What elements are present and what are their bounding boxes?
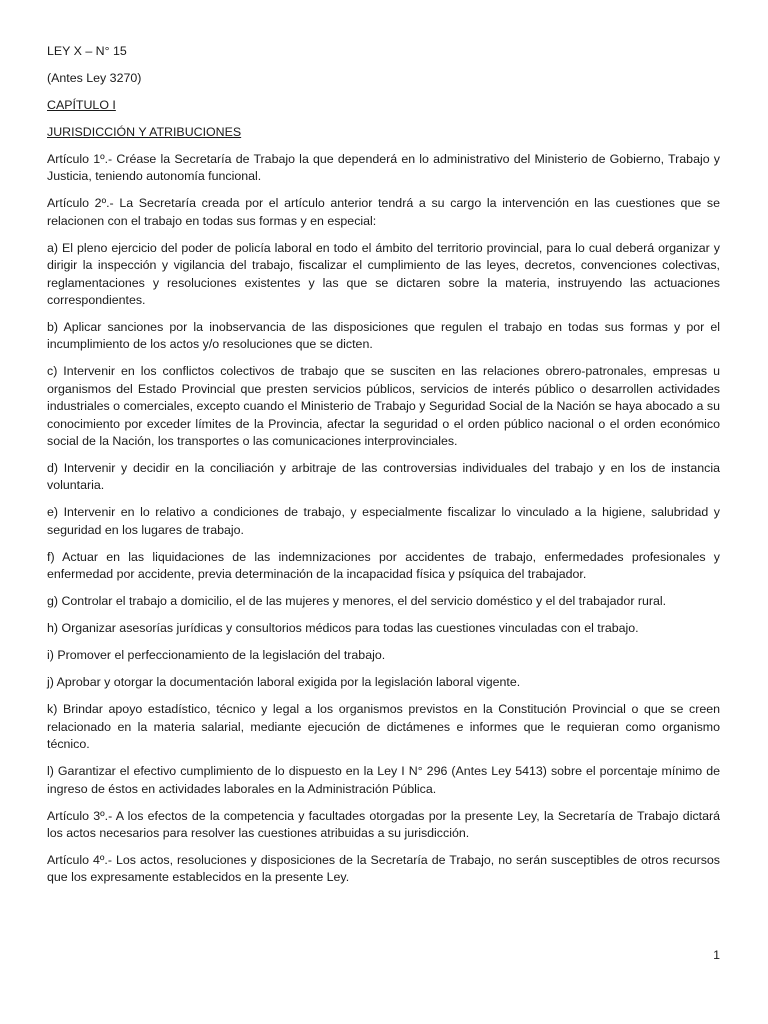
clause-h: h) Organizar asesorías jurídicas y consultorios médicos para todas las cuestiones vinculadas con el trabajo. — [47, 621, 639, 636]
clause-c: c) Intervenir en los conflictos colectivos de trabajo que se susciten en las relaciones obrero-patronales, empresas u organismos del Estado Provincial que presten servicios públicos, servicios de interés público o desarrollen actividades industriales o comerciales, excepto cuando el Ministerio de Trabajo y Seguridad Social de la Nación se haya abocado a su conocimiento por exceder límites de la Provincia, afectar la seguridad o el orden público nacional o el orden económico social de la Nación, los transportes o las comunicaciones interprovinciales. — [47, 364, 720, 449]
clause-f: f) Actuar en las liquidaciones de las indemnizaciones por accidentes de trabajo, enfermedades profesionales y enfermedad por accidente, previa determinación de la incapacidad física y psíquica del trabajador. — [47, 549, 720, 582]
article-1: Artículo 1º.- Créase la Secretaría de Trabajo la que dependerá en lo administrativo del Ministerio de Gobierno, Trabajo y Justicia, teniendo autonomía funcional. — [47, 152, 720, 184]
clause-e: e) Intervenir en lo relativo a condiciones de trabajo, y especialmente fiscalizar lo vinculado a la higiene, salubridad y seguridad en los lugares de trabajo. — [47, 505, 720, 537]
document-page — [47, 43, 720, 896]
clause-g: g) Controlar el trabajo a domicilio, el de las mujeres y menores, el del servicio doméstico y el del trabajador rural. — [47, 594, 667, 609]
clause-b: b) Aplicar sanciones por la inobservancia de las disposiciones que regulen el trabajo en todas sus formas y por el incumplimiento de los actos y/o resoluciones que se dicten. — [47, 320, 720, 352]
article-3: Artículo 3º.- A los efectos de la competencia y facultades otorgadas por la presente Ley, la Secretaría de Trabajo dictará los actos necesarios para resolver las cuestiones atribuidas a su jurisdicción. — [47, 808, 720, 840]
clause-i: i) Promover el perfeccionamiento de la legislación del trabajo. — [47, 648, 386, 663]
law-title: LEY X – N° 15 — [47, 44, 127, 58]
chapter-heading: CAPÍTULO I — [47, 98, 116, 112]
article-2: Artículo 2º.- La Secretaría creada por el artículo anterior tendrá a su cargo la intervención en las cuestiones que se relacionen con el trabajo en todas sus formas y en especial: — [47, 196, 720, 228]
former-law-note: (Antes Ley 3270) — [47, 71, 142, 85]
chapter-title: JURISDICCIÓN Y ATRIBUCIONES — [47, 125, 242, 139]
page-number: 1 — [713, 948, 720, 962]
clause-l: l) Garantizar el efectivo cumplimiento de lo dispuesto en la Ley I N° 296 (Antes Ley 5413) sobre el porcentaje mínimo de ingreso de éstos en actividades laborales en la Administración Pública. — [47, 764, 720, 796]
article-4: Artículo 4º.- Los actos, resoluciones y disposiciones de la Secretaría de Trabajo, no serán susceptibles de otros recursos que los expresamente establecidos en la presente Ley. — [47, 852, 720, 885]
clause-j: j) Aprobar y otorgar la documentación laboral exigida por la legislación laboral vigente. — [47, 675, 521, 690]
clause-k: k) Brindar apoyo estadístico, técnico y legal a los organismos previstos en la Constitución Provincial o que se creen relacionado en la materia salarial, mediante ejecución de dictámenes e informes que le requieran como organismo técnico. — [47, 702, 720, 752]
clause-a: a) El pleno ejercicio del poder de policía laboral en todo el ámbito del territorio provincial, para lo cual deberá organizar y dirigir la inspección y vigilancia del trabajo, fiscalizar el cumplimiento de las leyes, decretos, convenciones colectivas, reglamentaciones y resoluciones existentes y las que se dictaren sobre la materia, instruyendo las actuaciones correspondientes. — [47, 240, 720, 308]
clause-d: d) Intervenir y decidir en la conciliación y arbitraje de las controversias individuales del trabajo y en los de instancia voluntaria. — [47, 461, 720, 493]
